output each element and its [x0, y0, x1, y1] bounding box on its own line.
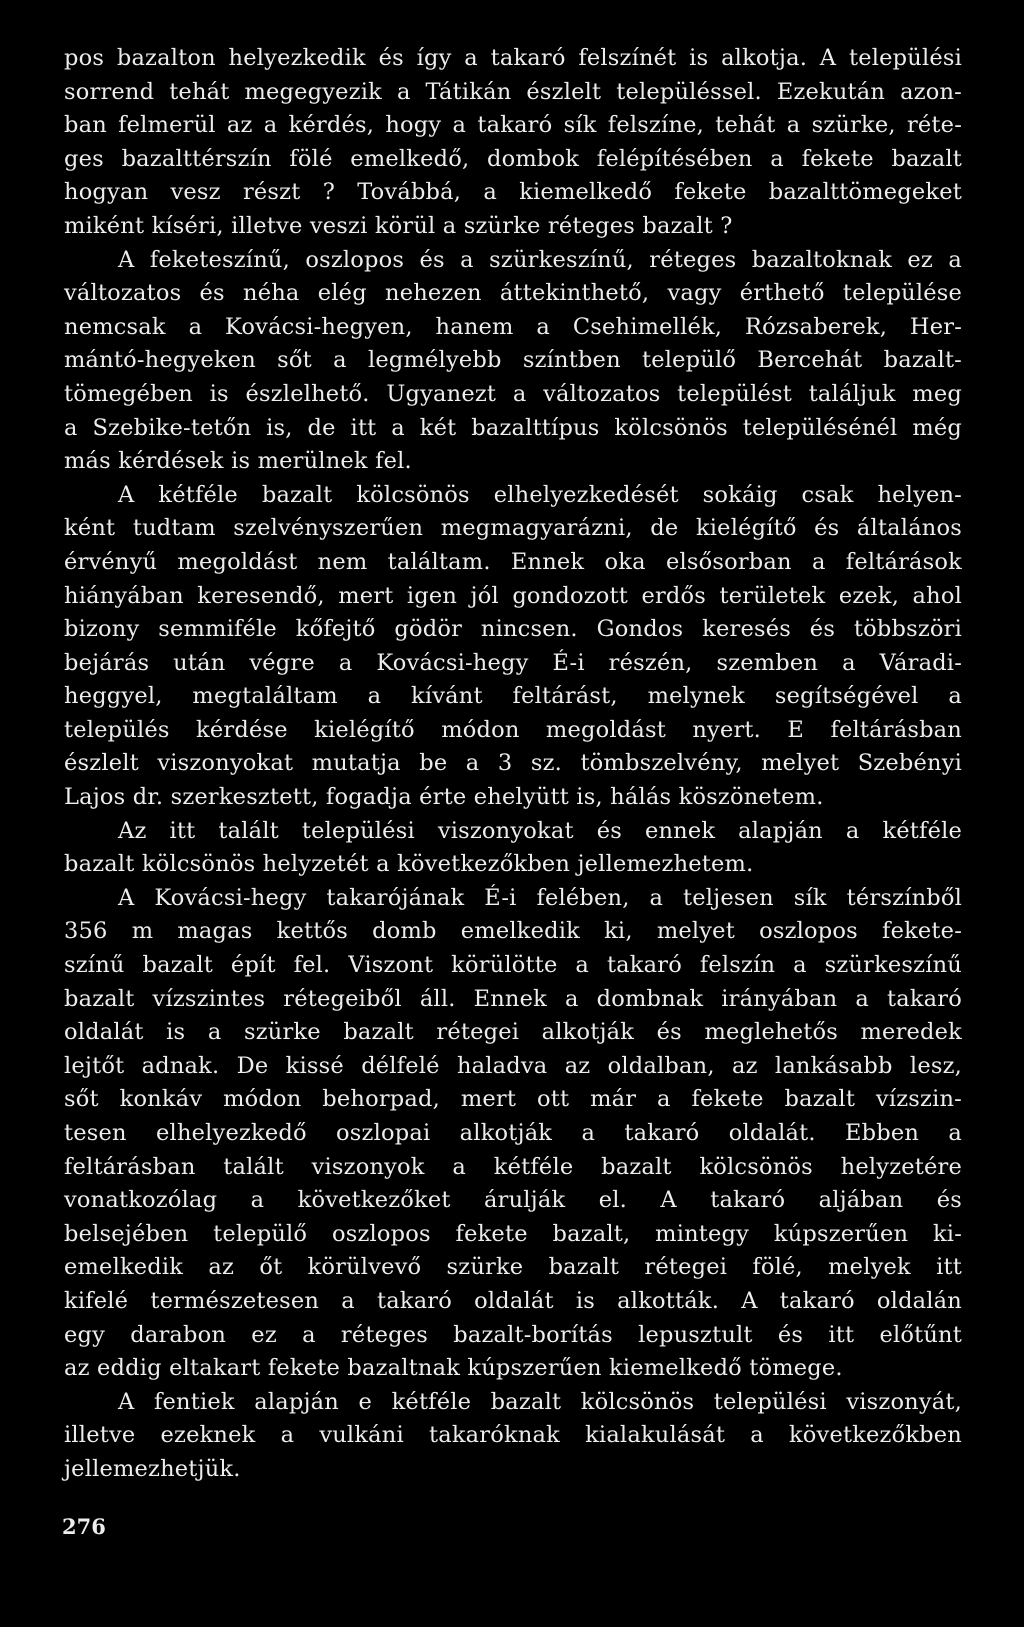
text-line: oldalát is a szürke bazalt rétegei alkotják és meglehetős meredek: [64, 1019, 962, 1046]
text-line: változatos és néha elég nehezen áttekinthető, vagy érthető települése: [64, 280, 962, 307]
text-line: ban felmerül az a kérdés, hogy a takaró sík felszíne, tehát a szürke, réte-: [64, 112, 962, 139]
text-line: bazalt kölcsönös helyzetét a következőkben jellemezhetem.: [64, 851, 754, 878]
text-line: lejtőt adnak. De kissé délfelé haladva az oldalban, az lankásabb lesz,: [64, 1052, 962, 1079]
text-line: hiányában keresendő, mert igen jól gondozott erdős területek ezek, ahol: [64, 582, 962, 609]
text-line: emelkedik az őt körülvevő szürke bazalt rétegei fölé, melyek itt: [64, 1254, 962, 1281]
paragraph-first-line: A kétféle bazalt kölcsönös elhelyezkedését sokáig csak helyen-: [118, 481, 962, 508]
text-line: ges bazalttérszín fölé emelkedő, dombok felépítésében a fekete bazalt: [64, 145, 962, 172]
page-number: 276: [62, 1514, 106, 1539]
body-text: [64, 42, 962, 1487]
text-line: illetve ezeknek a vulkáni takaróknak kialakulását a következőkben: [64, 1422, 962, 1449]
text-line: jellemezhetjük.: [64, 1455, 241, 1482]
text-line: egy darabon ez a réteges bazalt-borítás lepusztult és itt előtűnt: [64, 1321, 962, 1348]
text-line: heggyel, megtaláltam a kívánt feltárást, melynek segítségével a: [64, 683, 962, 710]
text-line: hogyan vesz részt ? Továbbá, a kiemelkedő fekete bazalttömegeket: [64, 179, 962, 206]
text-line: sőt konkáv módon behorpad, mert ott már a fekete bazalt vízszin-: [64, 1086, 962, 1113]
text-line: tesen elhelyezkedő oszlopai alkotják a takaró oldalát. Ebben a: [64, 1120, 962, 1146]
text-line: miként kíséri, illetve veszi körül a szürke réteges bazalt ?: [64, 212, 733, 239]
text-line: az eddig eltakart fekete bazaltnak kúpszerűen kiemelkedő tömege.: [64, 1355, 843, 1382]
paragraph-first-line: A fentiek alapján e kétféle bazalt kölcsönös települési viszonyát,: [118, 1388, 962, 1415]
text-line: belsejében települő oszlopos fekete bazalt, mintegy kúpszerűen ki-: [64, 1220, 962, 1247]
text-line: bizony semmiféle kőfejtő gödör nincsen. Gondos keresés és többszöri: [64, 616, 962, 643]
text-line: sorrend tehát megegyezik a Tátikán észlelt településsel. Ezekután azon-: [64, 78, 962, 105]
text-line: ként tudtam szelvényszerűen megmagyarázni, de kielégítő és általános: [64, 515, 962, 542]
text-line: más kérdések is merülnek fel.: [64, 448, 412, 475]
paragraph-first-line: A feketeszínű, oszlopos és a szürkeszínű, réteges bazaltoknak ez a: [118, 246, 962, 273]
text-line: tömegében is észlelhető. Ugyanezt a változatos települést találjuk meg: [64, 380, 962, 407]
text-line: település kérdése kielégítő módon megoldást nyert. E feltárásban: [64, 716, 962, 743]
text-line: színű bazalt épít fel. Viszont körülötte a takaró felszín a szürkeszínű: [64, 952, 962, 979]
text-line: a Szebike-tetőn is, de itt a két bazalttípus kölcsönös településénél még: [64, 414, 962, 441]
text-line: mántó-hegyeken sőt a legmélyebb színtben települő Bercehát bazalt-: [64, 347, 962, 374]
text-line: Lajos dr. szerkesztett, fogadja érte ehelyütt is, hálás köszönetem.: [64, 784, 824, 811]
text-line: kifelé természetesen a takaró oldalát is alkották. A takaró oldalán: [64, 1287, 962, 1314]
text-line: feltárásban talált viszonyok a kétféle bazalt kölcsönös helyzetére: [64, 1153, 962, 1180]
text-line: bazalt vízszintes rétegeiből áll. Ennek a dombnak irányában a takaró: [64, 985, 962, 1012]
text-line: érvényű megoldást nem találtam. Ennek oka elsősorban a feltárások: [64, 548, 962, 575]
text-line: 356 m magas kettős domb emelkedik ki, melyet oszlopos fekete-: [64, 918, 962, 945]
paragraph-first-line: Az itt talált települési viszonyokat és ennek alapján a kétféle: [118, 817, 962, 844]
text-line: vonatkozólag a következőket árulják el. A takaró aljában és: [64, 1187, 962, 1214]
paragraph-first-line: A Kovácsi-hegy takarójának É-i felében, a teljesen sík térszínből: [118, 884, 962, 911]
text-line: nemcsak a Kovácsi-hegyen, hanem a Csehimellék, Rózsaberek, Her-: [64, 313, 962, 340]
text-line: bejárás után végre a Kovácsi-hegy É-i részén, szemben a Váradi-: [64, 649, 962, 676]
text-line: észlelt viszonyokat mutatja be a 3 sz. tömbszelvény, melyet Szebényi: [64, 750, 962, 777]
text-line: pos bazalton helyezkedik és így a takaró felszínét is alkotja. A települési: [64, 45, 962, 71]
